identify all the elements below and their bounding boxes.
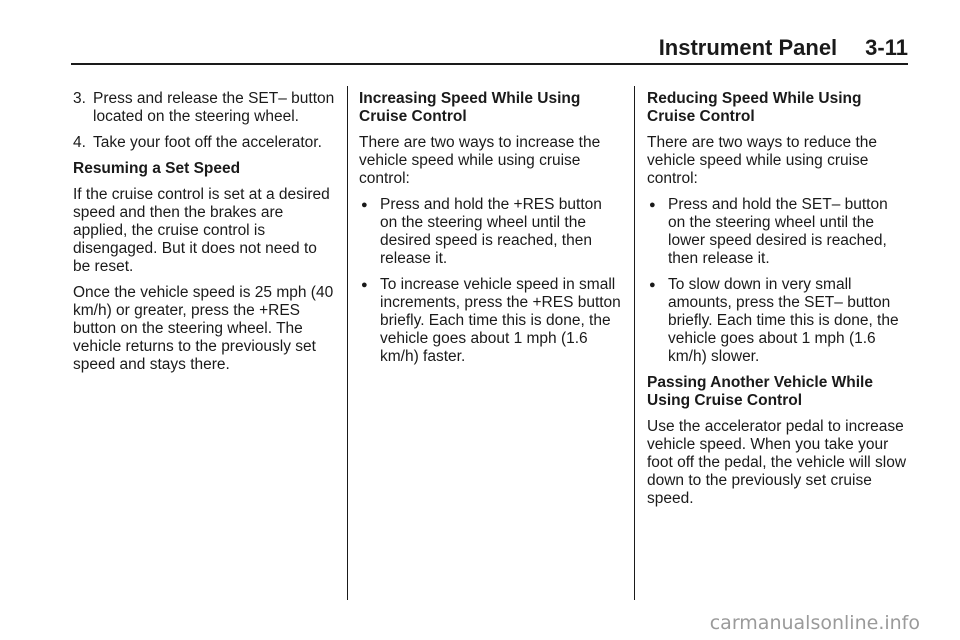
bullet-text: Press and hold the +RES button on the steering wheel until the desired speed is reached, then release it.	[380, 196, 602, 267]
paragraph: Once the vehicle speed is 25 mph (40 km/h) or greater, press the +RES button on the steering wheel. The vehicle returns to the previously set speed and stays there.	[73, 284, 334, 373]
step-text: Press and release the SET– button located on the steering wheel.	[93, 90, 335, 125]
numbered-step	[73, 90, 337, 126]
paragraph: Use the accelerator pedal to increase vehicle speed. When you take your foot off the pedal, the vehicle will slow down to the previously set cruise speed.	[647, 418, 907, 507]
column-3	[647, 90, 909, 516]
column-divider	[347, 86, 348, 600]
step-number: 4.	[73, 134, 86, 151]
page-number: 3-11	[865, 35, 908, 60]
section-title: Instrument Panel	[658, 35, 838, 60]
bullet-icon: ●	[361, 199, 368, 211]
bullet-text: To increase vehicle speed in small increments, press the +RES button briefly. Each time this is done, the vehicle goes about 1 mph (1.6 km/h) faster.	[380, 276, 621, 365]
section-heading: Passing Another Vehicle While Using Cruise Control	[647, 374, 873, 409]
column-divider	[634, 86, 635, 600]
bullet-item	[359, 196, 621, 268]
bullet-text: To slow down in very small amounts, press the SET– button briefly. Each time this is done, the vehicle goes about 1 mph (1.6 km/h) slower.	[668, 276, 899, 365]
paragraph: There are two ways to reduce the vehicle speed while using cruise control:	[647, 134, 878, 187]
section-heading: Increasing Speed While Using Cruise Control	[359, 90, 581, 125]
bullet-icon: ●	[649, 199, 656, 211]
bullet-item	[647, 276, 909, 366]
section-heading: Resuming a Set Speed	[73, 160, 241, 177]
bullet-text: Press and hold the SET– button on the steering wheel until the lower speed desired is reached, then release it.	[668, 196, 888, 267]
paragraph: If the cruise control is set at a desired speed and then the brakes are applied, the cruise control is disengaged. But it does not need to be reset.	[73, 186, 330, 275]
bullet-icon: ●	[649, 279, 656, 291]
step-text: Take your foot off the accelerator.	[93, 134, 322, 151]
page-header	[659, 35, 908, 61]
step-number: 3.	[73, 90, 86, 107]
watermark: carmanualsonline.info	[709, 612, 920, 634]
header-divider	[71, 63, 908, 65]
numbered-step	[73, 134, 337, 152]
bullet-item	[359, 276, 621, 366]
paragraph: There are two ways to increase the vehicle speed while using cruise control:	[359, 134, 601, 187]
column-1	[73, 90, 337, 382]
section-heading: Reducing Speed While Using Cruise Control	[647, 90, 862, 125]
column-2	[359, 90, 621, 374]
bullet-item	[647, 196, 909, 268]
bullet-icon: ●	[361, 279, 368, 291]
